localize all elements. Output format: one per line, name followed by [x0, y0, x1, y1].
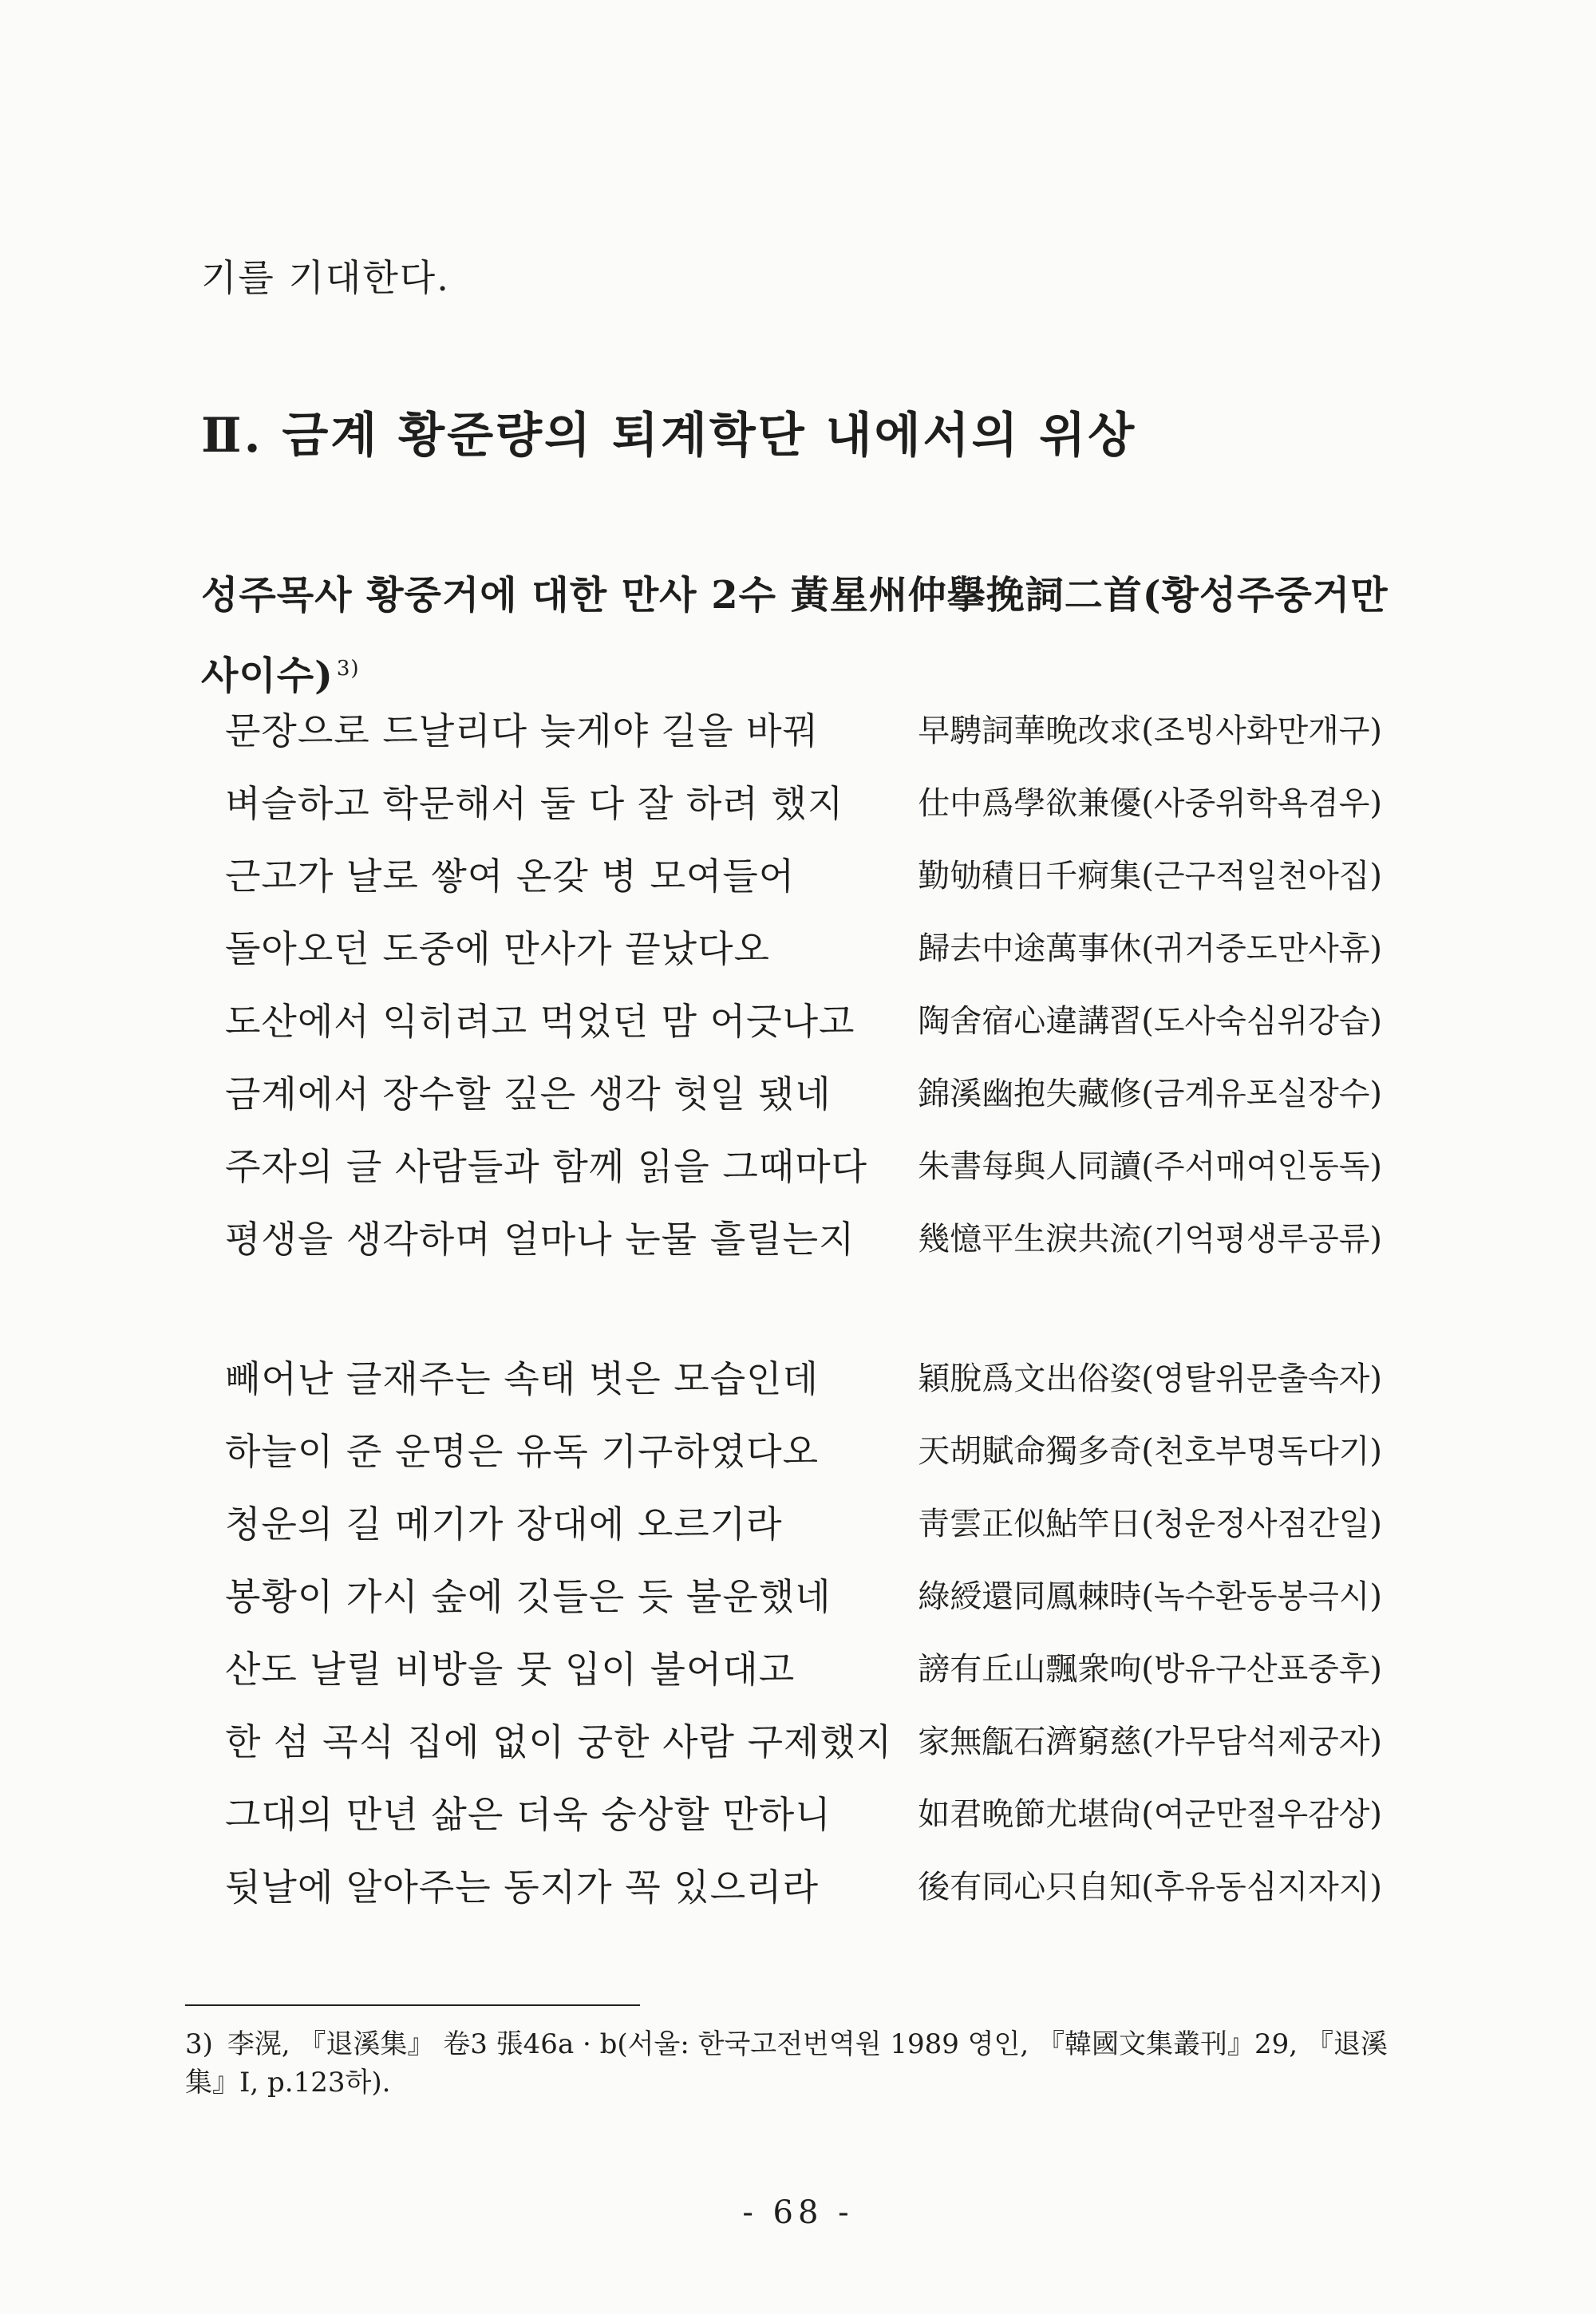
- poem-line: [0, 847, 1596, 898]
- poem-line-korean: 주자의 글 사람들과 함께 읽을 그때마다: [225, 1145, 868, 1188]
- poem-line-korean: 금계에서 장수할 깊은 생각 헛일 됐네: [225, 1072, 832, 1116]
- poem-line-korean: 빼어난 글재주는 속태 벗은 모습인데: [225, 1357, 820, 1400]
- poem-line-korean: 한 섬 곡식 집에 없이 궁한 사람 구제했지: [225, 1720, 893, 1763]
- poem-line-hanja: 如君晩節尤堪尙(여군만절우감상): [918, 1796, 1382, 1833]
- poem-line-korean: 뒷날에 알아주는 동지가 꼭 있으리라: [225, 1866, 820, 1909]
- footnote-reference: 3): [336, 657, 360, 681]
- section-heading: Ⅱ. 금계 황준량의 퇴계학단 내에서의 위상: [201, 408, 1137, 464]
- poem-line-korean: 근고가 날로 쌓여 온갖 병 모여들어: [225, 855, 796, 898]
- poem-line: [0, 1423, 1596, 1471]
- poem-line-korean: 하늘이 준 운명은 유독 기구하였다오: [225, 1430, 820, 1473]
- poem-line-hanja: 歸去中途萬事休(귀거중도만사휴): [918, 930, 1382, 967]
- poem-line-hanja: 錦溪幽抱失藏修(금계유포실장수): [918, 1076, 1382, 1112]
- poem-line: [0, 1350, 1596, 1398]
- poem-line-hanja: 早騁詞華晩改求(조빙사화만개구): [918, 713, 1382, 749]
- poem-line: [0, 1065, 1596, 1116]
- poem-line-korean: 산도 날릴 비방을 뭇 입이 불어대고: [225, 1648, 796, 1691]
- poem-line: [0, 775, 1596, 823]
- poem-line: [0, 1568, 1596, 1616]
- poem-line-hanja: 陶舍宿心違講習(도사숙심위강습): [918, 1003, 1382, 1040]
- poem-line-hanja: 仕中爲學欲兼優(사중위학욕겸우): [918, 785, 1382, 822]
- poem-line: [0, 1641, 1596, 1691]
- poem-line: [0, 702, 1596, 750]
- lead-text: 기를 기대한다.: [201, 256, 450, 299]
- poem-line-korean: 그대의 만년 삶은 더욱 숭상할 만하니: [225, 1793, 832, 1836]
- poem-line: [0, 1495, 1596, 1546]
- poem-line: [0, 1138, 1596, 1186]
- poem-line-hanja: 家無甔石濟窮慈(가무담석제궁자): [918, 1724, 1382, 1760]
- poem-line-hanja: 謗有丘山飄衆呴(방유구산표중후): [918, 1651, 1382, 1688]
- poem-line-hanja: 後有同心只自知(후유동심지자지): [918, 1869, 1382, 1905]
- footnote-divider: [185, 2004, 640, 2006]
- footnote-number: 3): [185, 2028, 213, 2060]
- poem-line: [0, 1210, 1596, 1261]
- poem-line: [0, 920, 1596, 968]
- poem-line-korean: 청운의 길 메기가 장대에 오르기라: [225, 1503, 783, 1546]
- poem-line-hanja: 勤劬積日千痾集(근구적일천아집): [918, 858, 1382, 894]
- poem-line-korean: 봉황이 가시 숲에 깃들은 듯 불운했네: [225, 1575, 832, 1618]
- footnote: [185, 2025, 1406, 2102]
- poem-line-korean: 문장으로 드날리다 늦게야 길을 바꿔: [225, 709, 820, 752]
- poem-line-korean: 도산에서 익히려고 먹었던 맘 어긋나고: [225, 1000, 855, 1043]
- poem-line-hanja: 穎脫爲文出俗姿(영탈위문출속자): [918, 1360, 1382, 1397]
- poem-line-hanja: 綠綬還同鳳棘時(녹수환동봉극시): [918, 1578, 1382, 1615]
- poem-line-korean: 벼슬하고 학문해서 둘 다 잘 하려 했지: [225, 782, 844, 825]
- poem-line: [0, 1786, 1596, 1834]
- poem-line-hanja: 朱書每與人同讀(주서매여인동독): [918, 1148, 1382, 1185]
- poem-line: [0, 1713, 1596, 1761]
- poem-line-korean: 평생을 생각하며 얼마나 눈물 흘릴는지: [225, 1218, 855, 1261]
- poem-line-hanja: 靑雲正似鮎竿日(청운정사점간일): [918, 1506, 1382, 1542]
- poem-line-hanja: 天胡賦命獨多奇(천호부명독다기): [918, 1433, 1382, 1470]
- poem-line: [0, 993, 1596, 1041]
- page-number: - 68 -: [742, 2194, 854, 2231]
- poem-title: [201, 559, 1398, 713]
- poem-line-hanja: 幾憶平生淚共流(기억평생루공류): [918, 1221, 1382, 1258]
- footnote-text: 李滉, 『退溪集』 卷3 張46a · b(서울: 한국고전번역원 1989 영인, 『韓國文集叢刊』29, 『退溪集』Ⅰ, p.123하).: [185, 2028, 1388, 2099]
- poem-title-text: 성주목사 황중거에 대한 만사 2수 黃星州仲擧挽詞二首(황성주중거만사이수): [201, 573, 1389, 698]
- poem-line: [0, 1858, 1596, 1909]
- poem-line-korean: 돌아오던 도중에 만사가 끝났다오: [225, 927, 770, 970]
